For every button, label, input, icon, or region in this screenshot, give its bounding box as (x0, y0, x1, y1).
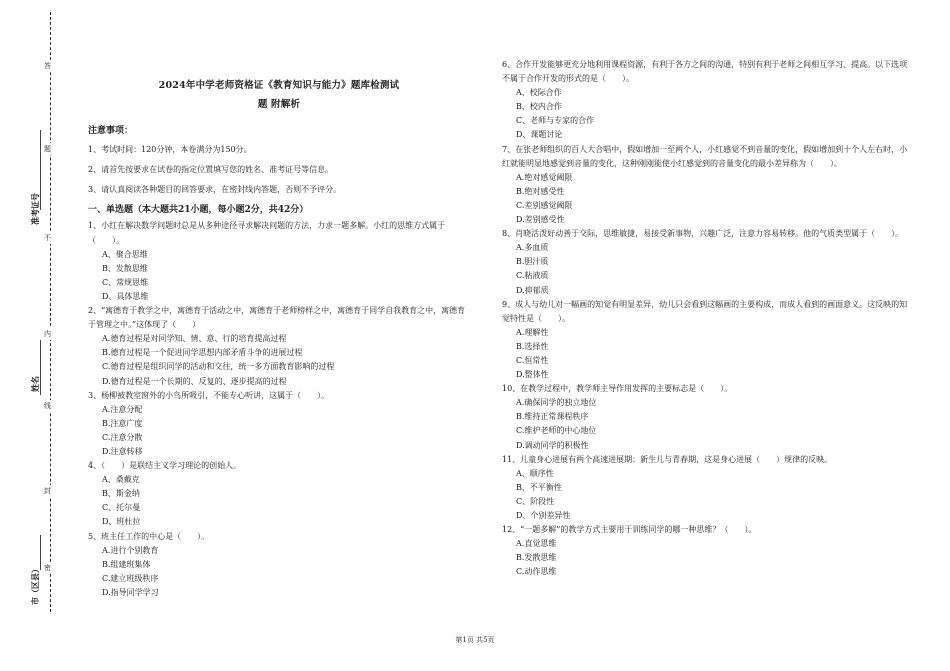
answer-option: C、阶段性 (516, 496, 555, 506)
question-text: 9、成人与幼儿对一幅画的知觉有明显差异，幼儿只会看到这幅画的主要构成，而成人看到的画面意义。这反映的知觉特性是（ ）。 (502, 299, 908, 323)
answer-option: C.注意分散 (102, 432, 143, 442)
note-item: 2、请首先按要求在试卷的指定位置填写您的姓名、准考证号等信息。 (88, 165, 334, 175)
name-label: 姓名 (30, 376, 40, 392)
question-text: 7、在张老师组织的百人大合唱中，假如增加一至两个人，小红感觉不到音量的变化，假如增加到十个人左右时，小红就能明显地感觉到音量的变化，这种刚刚能使小红感觉到的音量变化的最小差异称为（ ）。 (502, 144, 908, 168)
seal-char: 不 (44, 234, 51, 242)
answer-option: B.维持正常课程秩序 (516, 412, 589, 422)
question-text: 1、小红在解决数学问题时总是从多种途径寻求解决问题的方法，力求一题多解。小红的思维方式属于（ ）。 (88, 221, 446, 245)
question-list (502, 58, 912, 579)
answer-option: B.发散思维 (516, 553, 557, 563)
seal-char: 线 (44, 402, 51, 410)
answer-option: D.抑郁质 (516, 285, 549, 295)
answer-option: A、聚合思维 (102, 249, 148, 259)
question-text: 2、“寓德育于教学之中，寓德育于活动之中，寓德育于老师榜样之中，寓德育于同学自我教育之中，寓德育于管理之中。”这体现了（ ） (88, 306, 466, 330)
answer-option: C.恒常性 (516, 355, 549, 365)
seal-dashed-line (50, 12, 51, 612)
answer-option: B、不平衡性 (516, 482, 562, 492)
answer-option: B.组建班集体 (102, 559, 151, 569)
section-heading: 一、单选题（本大题共21小题，每小题2分，共42分） (88, 205, 309, 216)
title-line-2: 题 附解析 (257, 99, 301, 110)
answer-option: A、顺序性 (516, 468, 554, 478)
answer-option: A.绝对感觉阈限 (516, 172, 573, 182)
question-text: 3、杨柳被教室窗外的小鸟所吸引，不能专心听讲，这属于（ ）。 (88, 390, 330, 400)
left-column (88, 76, 470, 600)
title-line-1: 2024年中学老师资格证《教育知识与能力》题库检测试 (158, 80, 400, 91)
answer-option: A.进行个别教育 (102, 545, 159, 555)
question-text: 12、“一题多解”的教学方式主要用于训练同学的哪一种思维？（ ）。 (502, 525, 757, 535)
seal-char: 封 (44, 487, 51, 495)
answer-option: B、发散思维 (102, 263, 148, 273)
answer-option: D、个别差异性 (516, 511, 571, 520)
question-text: 6、合作开发能够更充分地利用课程资源，有利于各方之间的沟通，特别有利于老师之间相互学习、提高。以下选项不属于合作开发的形式的是（ ）。 (502, 60, 908, 84)
answer-option: C.维护老师的中心地位 (516, 426, 597, 436)
answer-option: C、托尔曼 (102, 503, 141, 513)
answer-option: D、课题讨论 (516, 130, 563, 140)
answer-option: A.确保同学的独立地位 (516, 398, 597, 408)
answer-option: B.选择性 (516, 341, 549, 351)
answer-option: C.粘液质 (516, 271, 549, 281)
answer-option: C.差别感觉阈限 (516, 200, 573, 210)
note-item: 1、考试时间：120分钟，本卷满分为150分。 (88, 145, 252, 155)
seal-char: 答 (44, 62, 51, 70)
answer-option: B.注意广度 (102, 418, 143, 428)
question-text: 8、肖晓活泼好动善于交际，思维敏捷，易接受新事物，兴趣广泛，注意力容易转移。他的气质类型属于（ ）。 (502, 229, 904, 239)
answer-option: B.德育过程是一个促进同学思想内部矛盾斗争的进展过程 (102, 348, 303, 358)
answer-option: D、具体思维 (102, 291, 149, 301)
answer-option: D.调动同学的积极性 (516, 440, 589, 450)
page-footer: 第1页 共5页 (455, 636, 495, 644)
answer-option: A.德育过程是对同学知、情、意、行的培育提高过程 (102, 334, 287, 344)
answer-option: C.建立班级秩序 (102, 573, 159, 583)
answer-option: D.整体性 (516, 370, 549, 380)
answer-option: D、班杜拉 (102, 517, 141, 527)
answer-option: B、校内合作 (516, 102, 562, 112)
answer-option: B.胆汁质 (516, 257, 549, 267)
answer-option: B、斯金纳 (102, 489, 140, 499)
answer-option: D.德育过程是一个长期的、反复的、逐步提高的过程 (102, 376, 287, 386)
exam-id-label: 准考证号 (30, 193, 40, 225)
answer-option: A.多血质 (516, 243, 549, 253)
seal-char: 题 (44, 145, 51, 153)
answer-option: B.绝对感受性 (516, 186, 565, 196)
question-text: 10、在教学过程中，教学师主导作用发挥的主要标志是（ ）。 (502, 384, 733, 394)
answer-option: A、桑戴克 (102, 475, 140, 485)
answer-option: A、校际合作 (516, 88, 562, 98)
answer-option: C、常规思维 (102, 277, 149, 287)
answer-option: A.直觉思维 (516, 539, 557, 549)
notes-list (88, 143, 470, 197)
binding-margin (0, 0, 75, 671)
question-text: 4、（ ）是联结主义学习理论的创始人。 (88, 461, 242, 471)
seal-char: 密 (44, 564, 51, 572)
answer-option: C.德育过程是组织同学的活动和交往，统一多方面教育影响的过程 (102, 362, 335, 372)
question-text: 11、儿童身心进展有两个高速进展期：新生儿与青春期，这是身心进展（ ）规律的反映。 (502, 454, 833, 464)
answer-option: A.注意分配 (102, 404, 143, 414)
district-label: 市（区县） (30, 565, 40, 605)
seal-char: 内 (44, 330, 51, 338)
answer-option: C.动作思维 (516, 567, 557, 577)
right-column (502, 58, 912, 579)
question-list (88, 219, 470, 600)
answer-option: A.理解性 (516, 327, 549, 337)
notes-heading: 注意事项： (88, 126, 134, 136)
answer-option: D.指导同学学习 (102, 587, 159, 597)
answer-option: D.差别感受性 (516, 215, 565, 225)
page-title (88, 76, 470, 114)
note-item: 3、请认真阅读各种题目的回答要求，在密封线内答题，否则不予评分。 (88, 185, 342, 195)
question-text: 5、班主任工作的中心是（ ）。 (88, 531, 210, 541)
answer-option: C、老师与专家的合作 (516, 116, 595, 126)
answer-option: D.注意转移 (102, 446, 143, 456)
